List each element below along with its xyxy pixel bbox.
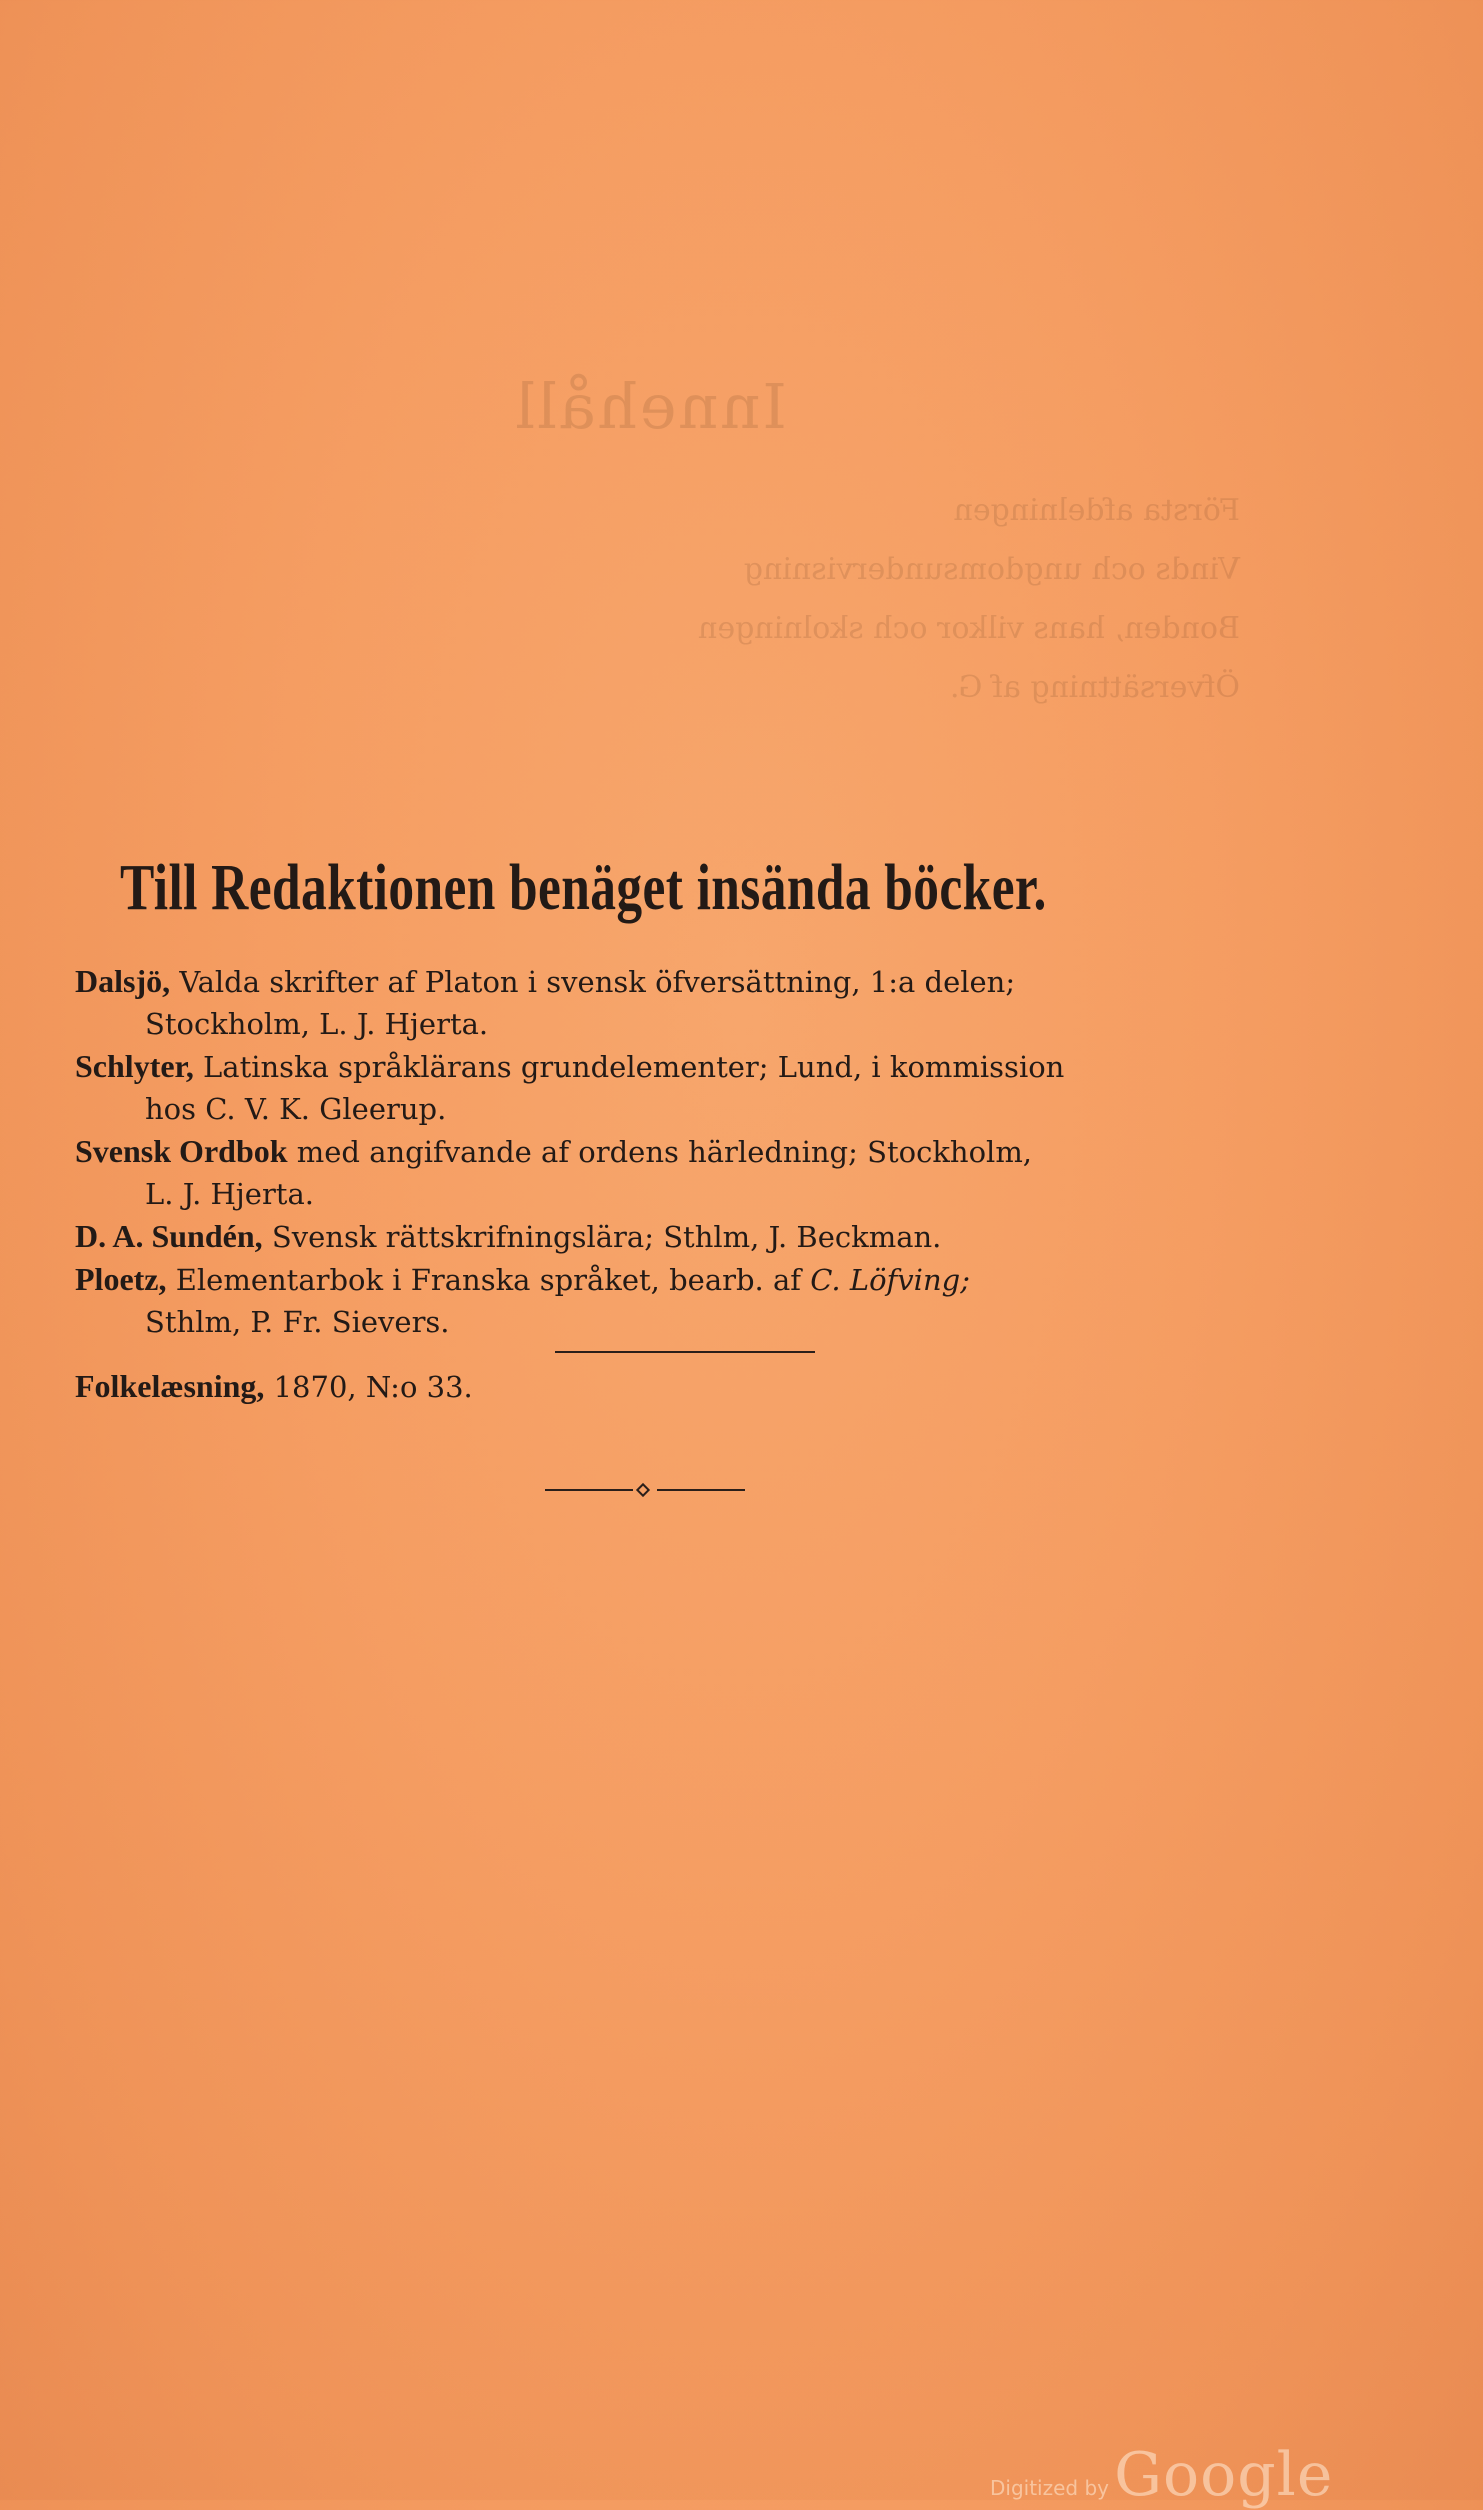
- watermark-brand: Google: [1114, 2440, 1334, 2510]
- entry-author: Svensk Ordbok: [75, 1133, 288, 1169]
- entry-author: Schlyter,: [75, 1048, 194, 1084]
- page-heading: Till Redaktionen benäget insända böcker.: [120, 851, 1047, 924]
- divider-line: [555, 1351, 815, 1353]
- entry-text: med angifvande af ordens härledning; Stockholm,: [287, 1135, 1033, 1169]
- ornament-line-right: [657, 1489, 745, 1491]
- diamond-icon: [636, 1483, 650, 1497]
- entry-publisher: L. J. Hjerta.: [145, 1177, 314, 1211]
- entry-author: Ploetz,: [75, 1261, 167, 1297]
- entry-publisher: Sthlm, P. Fr. Sievers.: [145, 1305, 450, 1339]
- entry-text: Valda skrifter af Platon i svensk öfversättning, 1:a delen;: [170, 965, 1016, 999]
- list-item: [75, 1258, 1235, 1343]
- footer-label: Folkelæsning,: [75, 1368, 265, 1404]
- entry-translator: C. Löfving;: [810, 1263, 970, 1297]
- entry-text: Svensk rättskrifningslära; Sthlm, J. Beckman.: [262, 1220, 942, 1254]
- show-through-text: Innehåll Första afdelningen Vinds och ungdomsundervisning Bonden, hans vilkor och skolningen Öfversättning af G.: [513, 370, 1240, 705]
- entry-publisher: hos C. V. K. Gleerup.: [145, 1092, 447, 1126]
- footer-source: [75, 1365, 1235, 1408]
- book-list: [75, 960, 1235, 1408]
- ornament-divider: [545, 1480, 745, 1500]
- entry-author: D. A. Sundén,: [75, 1218, 263, 1254]
- entry-text: Latinska språklärans grundelementer; Lund, i kommission: [193, 1050, 1065, 1084]
- ornament-line-left: [545, 1489, 633, 1491]
- divider: [75, 1349, 1235, 1363]
- list-item: [75, 1045, 1235, 1130]
- watermark-prefix: Digitized by: [990, 2476, 1109, 2500]
- list-item: [75, 960, 1235, 1045]
- entry-publisher: Stockholm, L. J. Hjerta.: [145, 1007, 489, 1041]
- entry-text: Elementarbok i Franska språket, bearb. af: [166, 1263, 811, 1297]
- footer-text: 1870, N:o 33.: [264, 1370, 473, 1404]
- entry-author: Dalsjö,: [75, 963, 171, 999]
- list-item: [75, 1130, 1235, 1215]
- list-item: [75, 1215, 1235, 1258]
